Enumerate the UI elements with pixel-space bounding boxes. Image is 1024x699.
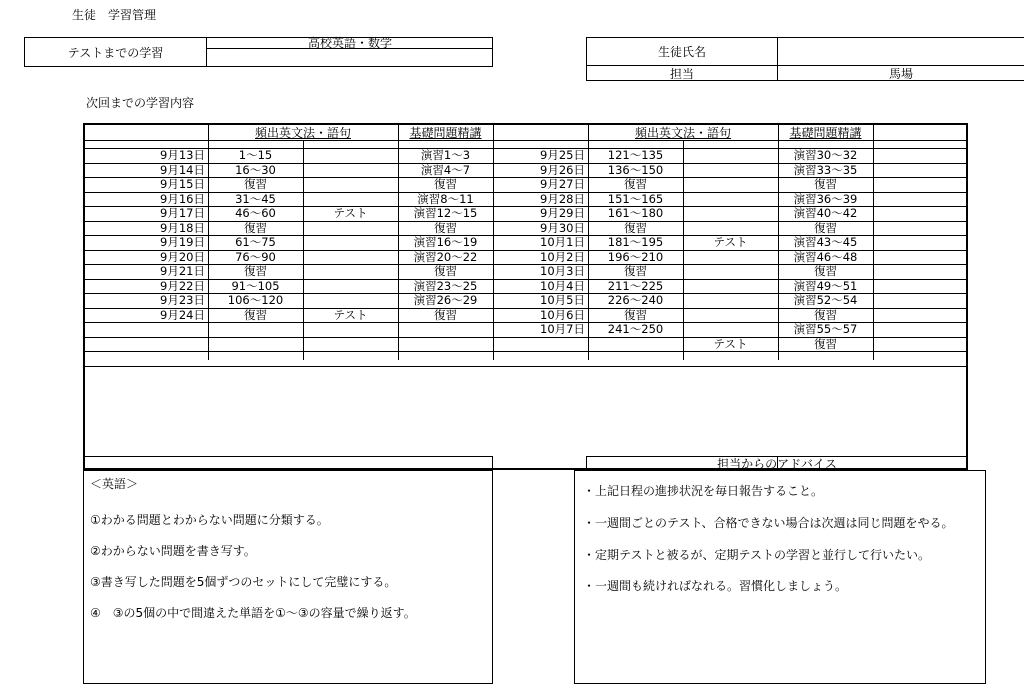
right-date-cell: 9月25日	[540, 148, 585, 162]
advice-note-item: ・定期テストと被るが、定期テストの学習と並行して行いたい。	[583, 548, 931, 562]
left-date-cell: 9月23日	[160, 293, 205, 307]
right-date-cell: 10月5日	[540, 293, 585, 307]
right-test-cell	[683, 352, 778, 365]
right-drill-cell: 演習52～54	[793, 293, 858, 307]
left-test-cell	[303, 338, 398, 351]
left-drill-cell: 復習	[434, 177, 457, 191]
left-range-cell: 91～105	[231, 278, 280, 293]
right-date-cell: 10月2日	[540, 249, 585, 264]
english-notes-heading: ＜英語＞	[90, 477, 139, 491]
right-drill-cell: 演習33～35	[793, 162, 858, 177]
right-test-cell: テスト	[713, 336, 748, 351]
left-drill-cell: 演習23～25	[413, 278, 478, 293]
right-range-cell: 226～240	[607, 293, 664, 307]
right-drill-cell: 演習55～57	[793, 322, 858, 336]
left-drill-cell: 演習16～19	[413, 235, 478, 249]
right-drill-cell: 復習	[814, 220, 837, 235]
left-range-cell	[208, 352, 303, 365]
right-range-cell: 復習	[624, 307, 647, 322]
right-date-cell: 10月6日	[540, 307, 585, 322]
left-drill-cell: 復習	[434, 220, 457, 235]
test-subject: 高校英語・数学	[307, 35, 392, 50]
advice-header-strip	[586, 456, 968, 470]
right-test-cell	[683, 207, 778, 220]
right-range-cell: 151～165	[607, 191, 664, 206]
left-basics-header: 基礎問題精講	[409, 126, 482, 140]
right-range-cell: 復習	[624, 177, 647, 191]
left-test-cell	[303, 222, 398, 235]
student-info-box	[586, 37, 1024, 81]
right-test-cell	[683, 178, 778, 191]
left-date-cell: 9月20日	[160, 249, 205, 264]
right-date-cell: 10月4日	[540, 278, 585, 293]
right-test-cell	[683, 222, 778, 235]
english-notes-box	[83, 470, 493, 684]
left-drill-cell: 演習8～11	[417, 191, 474, 206]
left-drill-cell: 演習26～29	[413, 293, 478, 307]
right-test-cell	[683, 193, 778, 206]
left-range-cell: 46～60	[235, 206, 276, 220]
english-note-item: ④ ③の5個の中で間違えた単語を①～③の容量で繰り返す。	[90, 606, 416, 620]
right-range-cell: 136～150	[607, 162, 664, 177]
page-title: 生徒 学習管理	[72, 8, 157, 22]
right-date-cell: 10月3日	[540, 264, 585, 278]
right-range-cell: 121～135	[607, 148, 664, 162]
right-date-cell: 9月28日	[540, 191, 585, 206]
right-test-cell	[683, 323, 778, 336]
right-test-cell	[683, 309, 778, 322]
left-range-cell: 復習	[244, 177, 267, 191]
advice-note-item: ・上記日程の進捗状況を毎日報告すること。	[583, 484, 824, 498]
test-subject-2	[207, 50, 493, 64]
left-test-cell	[303, 265, 398, 278]
left-range-cell: 復習	[244, 264, 267, 278]
right-drill-cell: 演習46～48	[793, 249, 858, 264]
left-range-cell: 61～75	[235, 235, 276, 249]
advice-notes-box	[574, 470, 986, 684]
teacher-label: 担当	[669, 66, 694, 81]
left-test-cell	[303, 149, 398, 162]
left-range-cell: 復習	[244, 220, 267, 235]
left-date-cell: 9月16日	[160, 191, 205, 206]
right-drill-cell: 復習	[814, 177, 837, 191]
left-test-cell	[303, 193, 398, 206]
left-date-cell: 9月18日	[160, 220, 205, 235]
right-date-cell: 9月27日	[540, 177, 585, 191]
right-date-cell: 10月7日	[540, 322, 585, 336]
left-range-cell: 1～15	[238, 148, 273, 162]
student-name-label: 生徒氏名	[657, 45, 706, 59]
right-test-cell	[683, 164, 778, 177]
left-vocab-header: 頻出英文法・語句	[254, 126, 351, 140]
left-date-cell	[85, 338, 205, 351]
right-test-cell	[683, 265, 778, 278]
english-note-item: ①わかる問題とわからない問題に分類する。	[90, 513, 329, 527]
left-range-cell	[208, 338, 303, 351]
left-range-cell	[208, 323, 303, 336]
right-range-cell: 161～180	[607, 206, 664, 220]
left-test-cell	[303, 178, 398, 191]
left-test-cell	[303, 164, 398, 177]
left-drill-cell	[398, 352, 493, 365]
left-drill-cell	[398, 323, 493, 336]
left-date-cell	[85, 323, 205, 336]
left-date-cell: 9月19日	[160, 235, 205, 249]
advice-header: 担当からのアドバイス	[717, 456, 837, 471]
advice-note-item: ・一週間ごとのテスト、合格できない場合は次週は同じ問題をやる。	[583, 516, 954, 530]
left-drill-cell: 復習	[434, 264, 457, 278]
advice-note-item: ・一週間も続ければなれる。習慣化しましょう。	[583, 579, 848, 593]
right-drill-cell: 演習49～51	[793, 278, 858, 293]
right-test-cell	[683, 251, 778, 264]
left-date-cell: 9月22日	[160, 278, 205, 293]
left-date-cell: 9月15日	[160, 177, 205, 191]
right-date-cell: 9月29日	[540, 206, 585, 220]
student-name-value[interactable]	[778, 38, 1024, 65]
test-info-box	[24, 37, 493, 67]
left-date-cell: 9月14日	[160, 162, 205, 177]
right-test-cell: テスト	[713, 235, 748, 249]
left-drill-cell: 演習12～15	[413, 206, 478, 220]
left-test-cell	[303, 323, 398, 336]
right-drill-cell: 演習43～45	[793, 235, 858, 249]
right-range-cell: 181～195	[607, 235, 664, 249]
right-drill-cell	[778, 352, 873, 365]
left-drill-cell	[398, 338, 493, 351]
right-range-cell: 241～250	[607, 322, 664, 336]
right-test-cell	[683, 149, 778, 162]
left-test-cell	[303, 280, 398, 293]
right-drill-cell: 演習30～32	[793, 148, 858, 162]
right-test-cell	[683, 280, 778, 293]
left-range-cell: 16～30	[235, 162, 276, 177]
section-title: 次回までの学習内容	[86, 96, 195, 110]
schedule-table	[83, 123, 968, 470]
left-date-cell: 9月13日	[160, 148, 205, 162]
right-drill-cell: 復習	[814, 307, 837, 322]
left-test-cell	[303, 236, 398, 249]
right-date-cell	[493, 352, 585, 365]
test-label: テストまでの学習	[67, 45, 164, 60]
teacher-value: 馬場	[888, 66, 913, 81]
english-note-item: ②わからない問題を書き写す。	[90, 544, 256, 558]
right-range-cell: 196～210	[607, 249, 664, 264]
right-date-cell: 10月1日	[540, 235, 585, 249]
right-range-cell	[588, 352, 683, 365]
right-date-cell	[493, 338, 585, 351]
right-test-cell	[683, 294, 778, 307]
left-date-cell	[85, 352, 205, 365]
right-drill-cell: 演習40～42	[793, 206, 858, 220]
left-date-cell: 9月21日	[160, 264, 205, 278]
right-drill-cell: 復習	[814, 264, 837, 278]
left-range-cell: 復習	[244, 307, 267, 322]
right-date-cell: 9月30日	[540, 220, 585, 235]
left-drill-cell: 復習	[434, 307, 457, 322]
left-range-cell: 31～45	[235, 191, 276, 206]
left-range-cell: 76～90	[235, 249, 276, 264]
left-test-cell: テスト	[333, 206, 368, 220]
right-range-cell: 211～225	[607, 278, 664, 293]
left-test-cell	[303, 352, 398, 365]
left-date-cell: 9月24日	[160, 307, 205, 322]
left-range-cell: 106～120	[227, 293, 284, 307]
right-vocab-header: 頻出英文法・語句	[634, 126, 731, 140]
right-range-cell: 復習	[624, 264, 647, 278]
right-drill-cell: 復習	[814, 336, 837, 351]
left-test-cell	[303, 251, 398, 264]
left-drill-cell: 演習20～22	[413, 249, 478, 264]
left-test-cell	[303, 294, 398, 307]
right-date-cell: 9月26日	[540, 162, 585, 177]
english-note-item: ③書き写した問題を5個ずつのセットにして完璧にする。	[90, 575, 397, 589]
advice-left-strip	[83, 456, 493, 470]
left-drill-cell: 演習4～7	[420, 162, 471, 177]
right-range-cell	[588, 338, 683, 351]
right-drill-cell: 演習36～39	[793, 191, 858, 206]
right-range-cell: 復習	[624, 220, 647, 235]
left-date-cell: 9月17日	[160, 206, 205, 220]
right-basics-header: 基礎問題精講	[789, 126, 862, 140]
left-drill-cell: 演習1～3	[420, 148, 471, 162]
left-test-cell: テスト	[333, 307, 368, 322]
